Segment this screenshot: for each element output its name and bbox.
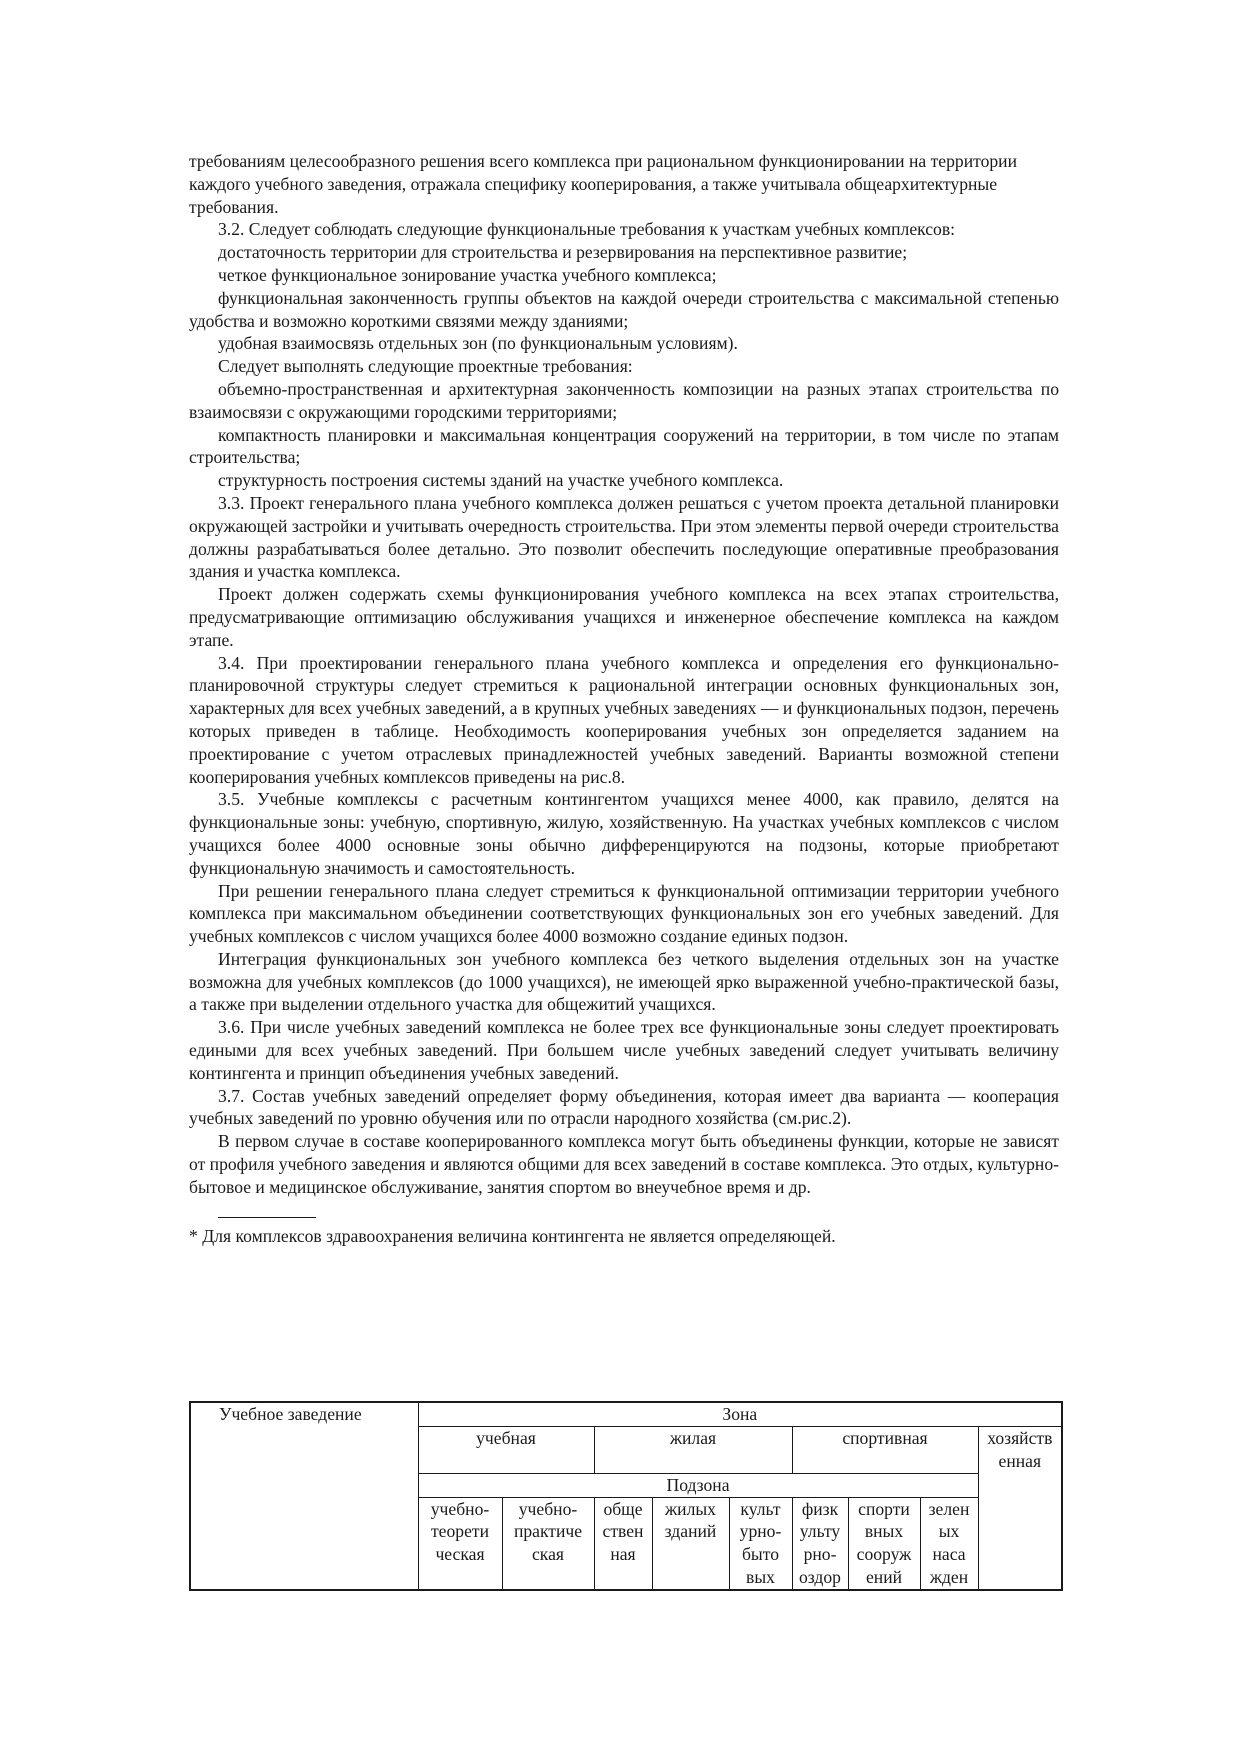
subzone-cell: учебно-теорети ческая bbox=[418, 1497, 502, 1590]
subzone-cell: жилых зданий bbox=[652, 1497, 729, 1590]
paragraph: функциональная законченность группы объектов на каждой очереди строительства с максимальной степенью удобства и возможно короткими связями между зданиями; bbox=[189, 287, 1059, 331]
paragraph: Проект должен содержать схемы функционирования учебного комплекса на всех этапах строительства, предусматривающие оптимизацию обслуживания учащихся и инженерное обеспечение комплекса на каждом этапе. bbox=[189, 584, 1059, 650]
paragraph: удобная взаимосвязь отдельных зон (по функциональным условиям). bbox=[218, 333, 738, 354]
zones-table bbox=[189, 1401, 1063, 1591]
zone-sports: спортивная bbox=[792, 1426, 978, 1473]
paragraph: 3.6. При числе учебных заведений комплекса не более трех все функциональные зоны следует проектировать едиными для всех учебных заведений. При большем числе учебных заведений следует учитывать величину контингента и принцип объединения учебных заведений. bbox=[189, 1017, 1059, 1083]
footnote: * Для комплексов здравоохранения величина контингента не является определяющей. bbox=[189, 1225, 836, 1246]
subzone-cell: зелен ых наса жден bbox=[920, 1497, 978, 1590]
paragraph: Интеграция функциональных зон учебного комплекса без четкого выделения отдельных зон на участке возможна для учебных комплексов (до 1000 учащихся), не имеющей ярко выраженной учебно-практической базы, а также при выделении отдельного участка для общежитий учащихся. bbox=[189, 948, 1059, 1015]
subzone-cell: обще ствен ная bbox=[594, 1497, 652, 1590]
paragraph: Следует выполнять следующие проектные требования: bbox=[218, 356, 633, 377]
header-zone: Зона bbox=[418, 1402, 1062, 1426]
paragraph: 3.3. Проект генерального плана учебного комплекса должен решаться с учетом проекта детальной планировки окружающей застройки и учитывать очередность строительства. При этом элементы первой очереди строительства должны разрабатываться более детально. Это позволит обеспечить последующие оперативные преобразования здания и участка комплекса. bbox=[189, 492, 1059, 582]
paragraph: четкое функциональное зонирование участка учебного комплекса; bbox=[218, 264, 717, 285]
paragraph: требованиям целесообразного решения всего комплекса при рациональном функционировании на территории каждого учебного заведения, отражала специфику кооперирования, а также учитывала общеархитектурные требования. bbox=[189, 151, 1017, 217]
paragraph: компактность планировки и максимальная концентрация сооружений на территории, в том числе по этапам строительства; bbox=[189, 424, 1059, 468]
subzone-cell: учебно-практиче ская bbox=[502, 1497, 594, 1590]
subzone-cell: спорти вных сооруж ений bbox=[848, 1497, 920, 1590]
zone-economic: хозяйств енная bbox=[978, 1426, 1062, 1589]
header-subzone: Подзона bbox=[418, 1473, 978, 1497]
zone-study: учебная bbox=[418, 1426, 594, 1473]
document-body bbox=[189, 150, 1059, 1247]
paragraph: объемно-пространственная и архитектурная законченность композиции на разных этапах строительства по взаимосвязи с окружающими городскими территориями; bbox=[189, 378, 1059, 422]
paragraph: При решении генерального плана следует стремиться к функциональной оптимизации территории учебного комплекса при максимальном объединении соответствующих функциональных зон его учебных заведений. Для учебных комплексов с числом учащихся более 4000 возможно создание единых подзон. bbox=[189, 880, 1059, 947]
footnote-separator bbox=[218, 1217, 316, 1218]
header-institution: Учебное заведение bbox=[190, 1402, 418, 1590]
paragraph: 3.4. При проектировании генерального плана учебного комплекса и определения его функционально-планировочной структуры следует стремиться к рациональной интеграции основных функциональных зон, характерных для всех учебных заведений, а в крупных учебных заведениях — и функциональных подзон, перечень которых приведен в таблице. Необходимость кооперирования учебных зон определяется заданием на проектирование с учетом отраслевых принадлежностей учебных заведений. Варианты возможной степени кооперирования учебных комплексов приведены на рис.8. bbox=[189, 652, 1059, 787]
subzone-cell: физк ульту рно-оздор bbox=[792, 1497, 848, 1590]
paragraph: 3.5. Учебные комплексы с расчетным контингентом учащихся менее 4000, как правило, делятся на функциональные зоны: учебную, спортивную, жилую, хозяйственную. На участках учебных комплексов с числом учащихся более 4000 основные зоны обычно дифференцируются на подзоны, которые приобретают функциональную значимость и самостоятельность. bbox=[189, 789, 1059, 878]
paragraph: достаточность территории для строительства и резервирования на перспективное развитие; bbox=[218, 242, 908, 263]
zone-living: жилая bbox=[594, 1426, 792, 1473]
paragraph: 3.7. Состав учебных заведений определяет форму объединения, которая имеет два варианта — кооперация учебных заведений по уровню обучения или по отрасли народного хозяйства (см.рис.2). bbox=[189, 1085, 1059, 1129]
paragraph: 3.2. Следует соблюдать следующие функциональные требования к участкам учебных комплексов: bbox=[218, 219, 956, 240]
paragraph: структурность построения системы зданий на участке учебного комплекса. bbox=[218, 470, 784, 491]
paragraph: В первом случае в составе кооперированного комплекса могут быть объединены функции, которые не зависят от профиля учебного заведения и являются общими для всех заведений в составе комплекса. Это отдых, культурно-бытовое и медицинское обслуживание, занятия спортом во внеучебное время и др. bbox=[189, 1131, 1059, 1197]
subzone-cell: культ урно-быто вых bbox=[729, 1497, 792, 1590]
